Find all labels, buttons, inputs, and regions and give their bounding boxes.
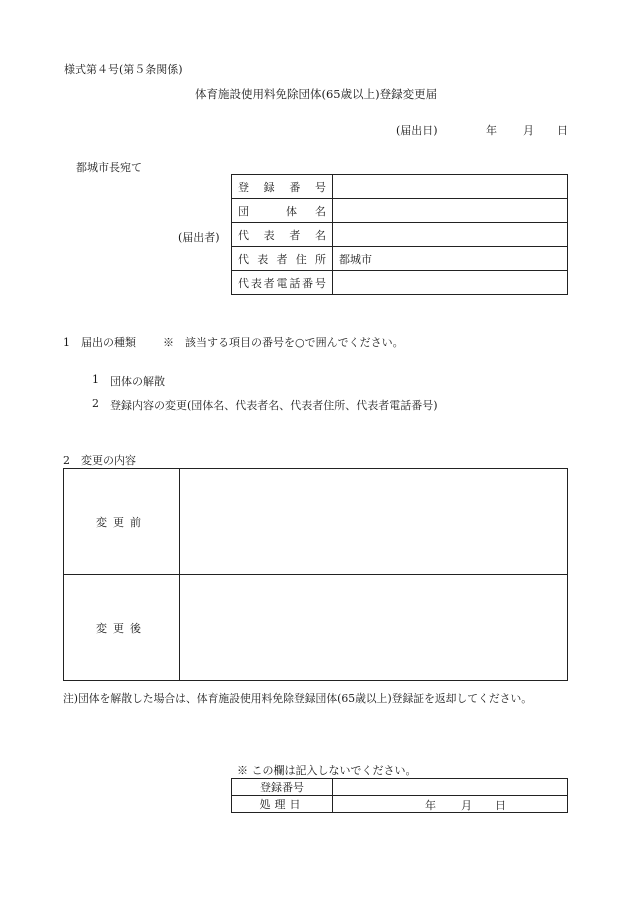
addressee: 都城市長宛て xyxy=(76,161,142,174)
row-label-cell xyxy=(232,199,333,223)
row-label-cell xyxy=(232,271,333,295)
table-row xyxy=(232,223,568,247)
representative-phone-field[interactable] xyxy=(333,271,568,295)
office-reg-field[interactable] xyxy=(333,779,568,796)
after-content-field[interactable] xyxy=(180,575,568,681)
row-label-cell xyxy=(232,247,333,271)
group-name-field[interactable] xyxy=(333,199,568,223)
date-label: (届出日) xyxy=(396,124,438,137)
table-row xyxy=(232,199,568,223)
applicant-label: (届出者) xyxy=(178,231,220,244)
representative-address-value: 都城市 xyxy=(339,252,372,266)
office-month-label: 月 xyxy=(461,799,472,812)
table-row xyxy=(232,175,568,199)
office-year-label: 年 xyxy=(425,799,436,812)
form-number: 様式第４号(第５条関係) xyxy=(64,63,183,76)
option-1-number[interactable]: 1 xyxy=(92,373,99,386)
office-reg-label: 登録番号 xyxy=(232,779,333,796)
representative-name-value xyxy=(333,228,339,241)
office-date-field[interactable] xyxy=(333,796,568,813)
office-table xyxy=(231,778,568,813)
before-label: 変更前 xyxy=(64,469,180,575)
before-content-field[interactable] xyxy=(180,469,568,575)
section1-heading: 1 届出の種類 xyxy=(63,336,136,349)
option-2-number[interactable]: 2 xyxy=(92,397,99,410)
table-row xyxy=(64,575,568,681)
table-row xyxy=(232,271,568,295)
group-name-label: 団 体 名 xyxy=(238,204,326,218)
group-name-value xyxy=(333,204,339,217)
office-date-label: 処理日 xyxy=(232,796,333,813)
registration-number-field[interactable] xyxy=(333,175,568,199)
applicant-table xyxy=(231,174,568,295)
section1-note: ※ 該当する項目の番号を○で囲んでください。 xyxy=(163,336,404,349)
row-label-cell xyxy=(232,175,333,199)
representative-phone-value xyxy=(333,276,339,289)
table-row xyxy=(232,796,568,813)
representative-phone-label: 代 表 者 電 話 番 号 xyxy=(238,276,326,290)
office-day-label: 日 xyxy=(495,799,506,812)
page-title: 体育施設使用料免除団体(65歳以上)登録変更届 xyxy=(195,87,438,101)
change-table xyxy=(63,468,568,681)
registration-number-label: 登 録 番 号 xyxy=(238,180,326,194)
after-label: 変更後 xyxy=(64,575,180,681)
representative-address-field[interactable] xyxy=(333,247,568,271)
table-row xyxy=(232,779,568,796)
office-note: ※ この欄は記入しないでください。 xyxy=(237,764,417,777)
representative-address-label: 代 表 者 住 所 xyxy=(238,252,326,266)
representative-name-label: 代 表 者 名 xyxy=(238,228,326,242)
registration-number-value xyxy=(333,180,339,193)
table-row xyxy=(232,247,568,271)
representative-name-field[interactable] xyxy=(333,223,568,247)
date-month-label: 月 xyxy=(523,124,534,137)
section2-heading: 2 変更の内容 xyxy=(63,454,136,467)
footnote: 注)団体を解散した場合は、体育施設使用料免除登録団体(65歳以上)登録証を返却してください。 xyxy=(63,692,533,705)
option-2-text: 登録内容の変更(団体名、代表者名、代表者住所、代表者電話番号) xyxy=(110,399,438,412)
option-1-text: 団体の解散 xyxy=(110,375,165,388)
date-day-label: 日 xyxy=(557,124,568,137)
date-year-label: 年 xyxy=(486,124,497,137)
row-label-cell xyxy=(232,223,333,247)
table-row xyxy=(64,469,568,575)
